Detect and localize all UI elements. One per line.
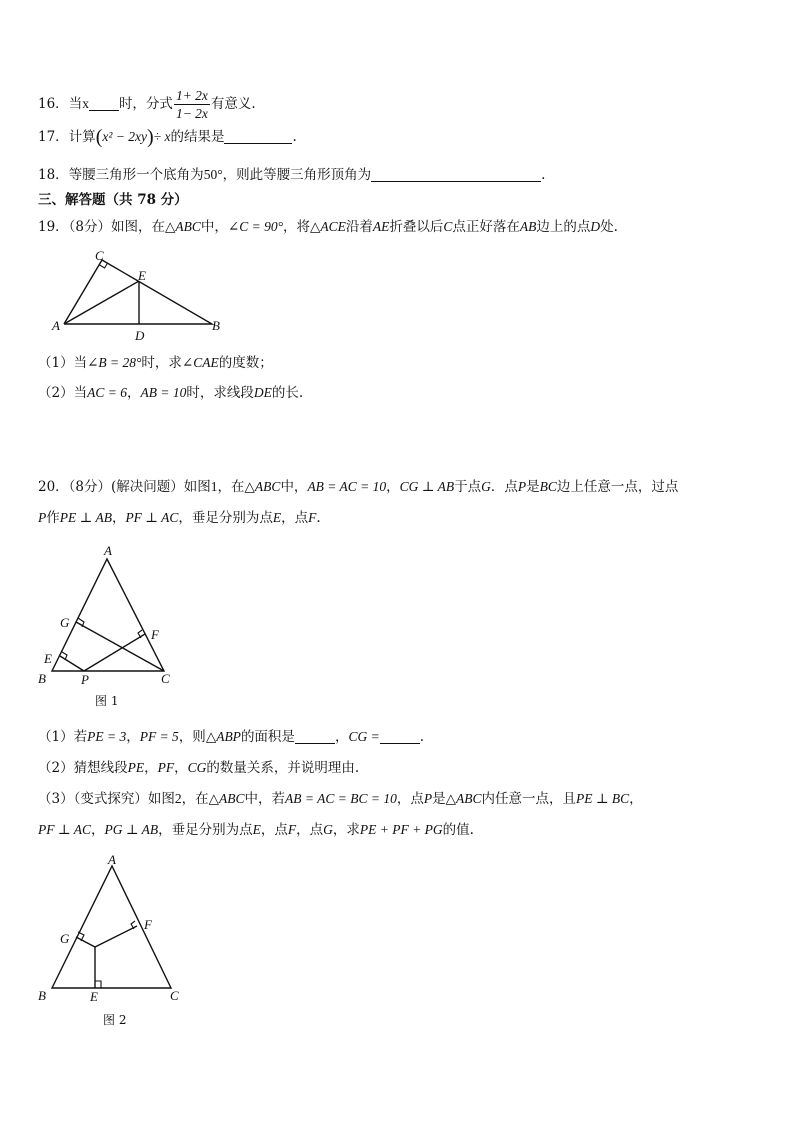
q16-number: 16． bbox=[38, 96, 69, 112]
q20-stem-f: ．点 bbox=[490, 479, 518, 495]
q19-label-a: A bbox=[52, 318, 60, 333]
q19-pt-c: C bbox=[443, 219, 453, 234]
fig2-label-f: F bbox=[144, 917, 152, 932]
q20-seg-bc: BC bbox=[539, 479, 557, 494]
q20-part1-tri: △ABP bbox=[205, 729, 241, 744]
q20-part3-f: 内任意一点，且 bbox=[481, 791, 576, 807]
q20-stem-e: 于点 bbox=[454, 479, 482, 495]
fig2-segment-pf bbox=[95, 926, 137, 947]
q18-answer-blank[interactable] bbox=[371, 167, 541, 182]
q18-number: 18． bbox=[38, 167, 69, 183]
q20-part1-pf: PF = 5 bbox=[139, 729, 179, 744]
q20-part2-a: （2）猜想线段 bbox=[38, 760, 128, 776]
q19-label-c: C bbox=[95, 248, 104, 263]
q20-part3-tri2: △ABC bbox=[445, 791, 482, 806]
q19-seg-ae: AE bbox=[372, 219, 390, 234]
q19-part2-b: 时，求线段 bbox=[186, 385, 254, 401]
q20-stem-b: ，在 bbox=[217, 479, 245, 495]
q20-part1-pe: PE = 3 bbox=[87, 729, 127, 744]
fig2-caption: 图 2 bbox=[103, 1013, 127, 1027]
q17-close-paren: ) bbox=[147, 126, 154, 148]
fig1-right-angle-g bbox=[78, 618, 84, 627]
question-19 bbox=[38, 217, 618, 237]
q20-line4-perp2: PF ⊥ AC bbox=[38, 822, 91, 837]
section-heading: 三、解答题（共 78 分） bbox=[38, 192, 188, 208]
fig1-segment-pf bbox=[84, 634, 145, 671]
q20-line4-b: ，点 bbox=[260, 822, 288, 838]
q20-part3-b: ，在 bbox=[181, 791, 209, 807]
fig2-triangle-abc bbox=[52, 866, 171, 988]
q17-divide: ÷ x bbox=[153, 129, 171, 144]
q19-part2-sep: ， bbox=[126, 385, 141, 401]
q18-angle: 50° bbox=[203, 167, 223, 182]
q20-tri-abc: △ABC bbox=[244, 479, 281, 494]
fig1-label-e: E bbox=[44, 651, 52, 666]
q20-part1-end: . bbox=[419, 729, 424, 745]
q19-part2-ab: AB = 10 bbox=[140, 385, 187, 400]
fig1-label-a: A bbox=[104, 543, 112, 558]
fig1-label-g: G bbox=[60, 615, 70, 630]
q16-text-b: 时，分式 bbox=[118, 96, 173, 112]
q19-part1-a: （1）当 bbox=[38, 355, 88, 371]
q19-part1-angle2: ∠CAE bbox=[181, 355, 219, 370]
q20-line2-p: P bbox=[38, 510, 47, 525]
q20-line4-end: 的值. bbox=[442, 822, 474, 838]
q20-line2-b: ，垂足分别为点 bbox=[178, 510, 273, 526]
fig2-label-c: C bbox=[170, 988, 179, 1003]
q19-part2-ac: AC = 6 bbox=[87, 385, 127, 400]
q20-pt-g: G bbox=[481, 479, 491, 494]
fig2-label-g: G bbox=[60, 931, 70, 946]
q19-stem-c: ，将 bbox=[283, 219, 310, 235]
q19-part1-c: 的度数； bbox=[218, 355, 273, 371]
q16-var-x: x bbox=[82, 96, 89, 111]
q16-text-a: 当 bbox=[68, 96, 83, 112]
q20-line4-a: ，垂足分别为点 bbox=[158, 822, 253, 838]
q20-cg-blank[interactable] bbox=[380, 729, 420, 744]
q19-part2-de: DE bbox=[253, 385, 272, 400]
q20-eq1: AB = AC = 10 bbox=[307, 479, 387, 494]
q20-line4-sum: PE + PF + PG bbox=[359, 822, 443, 837]
q20-figure-1 bbox=[34, 543, 184, 713]
q20-part1-b: ，则 bbox=[178, 729, 206, 745]
fig1-label-f: F bbox=[151, 627, 159, 642]
q19-label-e: E bbox=[138, 268, 146, 283]
q20-line4-f: F bbox=[287, 822, 297, 837]
q18-text-b: ，则此等腰三角形顶角为 bbox=[222, 167, 372, 183]
fig2-right-angle-e bbox=[95, 981, 101, 988]
question-20 bbox=[38, 477, 678, 497]
q19-tri-ace: △ACE bbox=[310, 219, 346, 234]
q17-end: . bbox=[292, 129, 297, 145]
fig2-segment-pg bbox=[76, 937, 95, 947]
q20-line2-a: 作 bbox=[46, 510, 60, 526]
q20-line4-e: E bbox=[252, 822, 261, 837]
q20-pt-f: F bbox=[308, 510, 317, 525]
q20-stem-h: 边上任意一点，过点 bbox=[556, 479, 679, 495]
fig1-label-p: P bbox=[81, 672, 89, 687]
q20-line4-g: G bbox=[323, 822, 333, 837]
q19-stem-h: 处. bbox=[600, 219, 618, 235]
q20-part-1: （1）若PE = 3，PF = 5，则△ABP的面积是 ，CG = . bbox=[38, 729, 424, 745]
q20-part3-a: （3）（变式探究）如图 bbox=[38, 791, 175, 807]
q20-stem-g: 是 bbox=[526, 479, 540, 495]
q20-part-3-line-2: PF ⊥ AC，PG ⊥ AB，垂足分别为点E，点F，点G，求PE + PF + PG的值. bbox=[38, 822, 474, 838]
q20-fig1-num: 1 bbox=[210, 479, 218, 494]
q17-answer-blank[interactable] bbox=[224, 129, 292, 144]
q20-part1-cg: CG = bbox=[348, 729, 380, 744]
q20-part3-tri: △ABC bbox=[208, 791, 245, 806]
q19-stem-d: 沿着 bbox=[345, 219, 373, 235]
fig1-caption: 图 1 bbox=[95, 694, 119, 708]
question-16 bbox=[38, 87, 256, 122]
question-18 bbox=[38, 165, 545, 185]
q20-part3-perp1: PE ⊥ BC bbox=[575, 791, 630, 806]
q19-part1-angle: ∠B = 28° bbox=[87, 355, 142, 370]
q18-text-a: 等腰三角形一个底角为 bbox=[68, 167, 204, 183]
q19-figure bbox=[50, 250, 230, 345]
fig2-label-e: E bbox=[90, 989, 98, 1004]
fig1-segment-pe bbox=[60, 656, 84, 671]
q20-part1-c: 的面积是 bbox=[240, 729, 295, 745]
q19-part-2 bbox=[38, 383, 303, 403]
q20-part3-c: 中，若 bbox=[244, 791, 285, 807]
q20-pt-e: E bbox=[272, 510, 282, 525]
q20-pt-p: P bbox=[517, 479, 527, 494]
q20-part-2: （2）猜想线段PE，PF，CG的数量关系，并说明理由. bbox=[38, 760, 360, 776]
q20-area-blank[interactable] bbox=[295, 729, 335, 744]
fig2-label-b: B bbox=[38, 988, 46, 1003]
q19-stem-a: 19．（8分）如图，在 bbox=[38, 219, 166, 235]
q19-right-angle-c bbox=[100, 264, 108, 269]
q20-stem-d: ， bbox=[386, 479, 400, 495]
q20-stem-c: 中， bbox=[280, 479, 308, 495]
q20-line4-d: ，求 bbox=[332, 822, 360, 838]
q20-line4-c: ，点 bbox=[296, 822, 324, 838]
q20-part3-p: P bbox=[423, 791, 433, 806]
fig1-label-b: B bbox=[38, 671, 46, 686]
q16-frac-denominator: 1− 2x bbox=[175, 106, 208, 121]
q19-part2-a: （2）当 bbox=[38, 385, 88, 401]
q20-line4-perp3: PG ⊥ AB bbox=[104, 822, 159, 837]
question-20-line-2 bbox=[38, 508, 321, 528]
q20-figure-2 bbox=[34, 853, 194, 1033]
q19-stem-e: 折叠以后 bbox=[389, 219, 444, 235]
q17-expression: x² − 2xy bbox=[102, 129, 147, 144]
q17-text-a: 计算 bbox=[68, 129, 96, 145]
q19-stem-f: 点正好落在 bbox=[452, 219, 520, 235]
q19-segment-ae bbox=[64, 281, 139, 324]
q20-part2-pe: PE bbox=[127, 760, 145, 775]
q20-stem-a: 20．（8分）(解决问题）如图 bbox=[38, 479, 211, 495]
q16-frac-numerator: 1+ 2x bbox=[175, 88, 208, 103]
q20-line2-d: . bbox=[316, 510, 321, 526]
q18-end: . bbox=[541, 167, 546, 183]
q20-part-3 bbox=[38, 789, 643, 809]
q20-part3-eq: AB = AC = BC = 10 bbox=[284, 791, 397, 806]
q19-angle-c: ∠C = 90° bbox=[227, 219, 283, 234]
q20-part1-sep: ， bbox=[126, 729, 140, 745]
q16-answer-blank[interactable] bbox=[89, 96, 119, 111]
q17-text-b: 的结果是 bbox=[170, 129, 225, 145]
q19-label-b: B bbox=[212, 318, 220, 333]
q16-text-c: 有意义. bbox=[210, 96, 256, 112]
q20-part3-e: 是 bbox=[432, 791, 446, 807]
q19-pt-d: D bbox=[590, 219, 601, 234]
q19-stem-g: 边上的点 bbox=[536, 219, 591, 235]
q20-perp1: CG ⊥ AB bbox=[399, 479, 455, 494]
q16-fraction bbox=[174, 87, 210, 122]
q20-perp3: PF ⊥ AC bbox=[125, 510, 179, 525]
q20-line2-sep: ， bbox=[111, 510, 126, 526]
q20-fig2-num: 2 bbox=[174, 791, 182, 806]
q20-part2-b: 的数量关系，并说明理由. bbox=[206, 760, 360, 776]
q20-part2-cg: CG bbox=[187, 760, 207, 775]
q19-seg-ab: AB bbox=[519, 219, 537, 234]
q20-part1-a: （1）若 bbox=[38, 729, 88, 745]
q17-number: 17． bbox=[38, 129, 69, 145]
q19-part2-c: 的长. bbox=[271, 385, 304, 401]
q20-line2-c: ，点 bbox=[281, 510, 309, 526]
question-17 bbox=[38, 127, 297, 147]
q19-part-1 bbox=[38, 353, 273, 373]
fig1-label-c: C bbox=[161, 671, 170, 686]
q19-part1-b: 时，求 bbox=[141, 355, 182, 371]
q20-part2-pf: PF bbox=[157, 760, 175, 775]
q19-label-d: D bbox=[135, 328, 145, 343]
q17-open-paren: ( bbox=[95, 126, 103, 148]
q19-stem-b: 中， bbox=[200, 219, 228, 235]
fig2-label-a: A bbox=[108, 852, 116, 867]
q20-part3-g: ， bbox=[629, 791, 643, 807]
q20-part3-d: ，点 bbox=[396, 791, 424, 807]
q19-tri-abc: △ABC bbox=[165, 219, 201, 234]
q20-perp2: PE ⊥ AB bbox=[59, 510, 112, 525]
